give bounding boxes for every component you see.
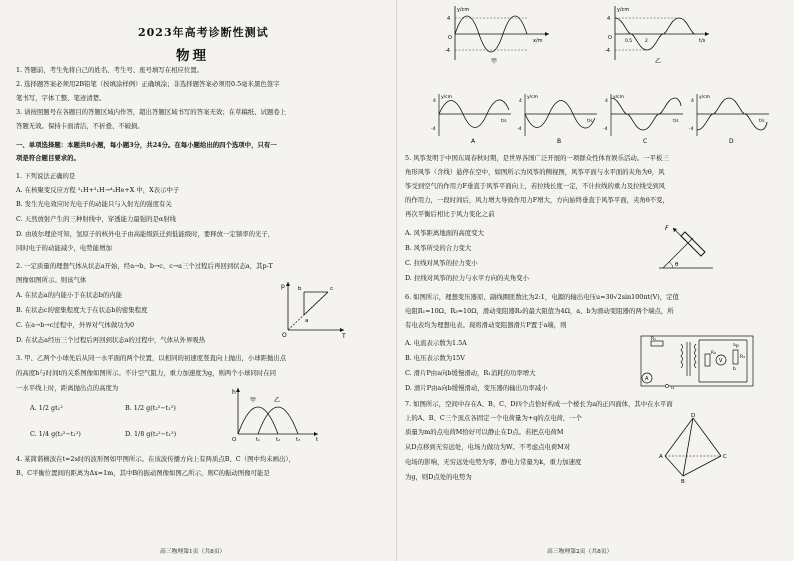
option-a: A. 1/2 gt₁² bbox=[30, 404, 63, 412]
subject-title: 物理 bbox=[176, 48, 209, 64]
state-c-label: c bbox=[330, 286, 334, 292]
voltmeter-label: V bbox=[719, 358, 723, 364]
amp-label: 4 bbox=[605, 99, 608, 104]
ball-jia-label: 甲 bbox=[250, 397, 257, 404]
end-b-label: b bbox=[733, 367, 736, 372]
y-label: y/cm bbox=[613, 95, 625, 100]
height-time-figure bbox=[232, 386, 322, 442]
vibration-figure-yi bbox=[605, 4, 715, 64]
question-stem-cont: 一水平线上时，距离抛出点的高度为 bbox=[16, 384, 119, 392]
amp-neg-label: -4 bbox=[605, 48, 610, 54]
option-b: B. 风筝所受的合力变大 bbox=[405, 244, 472, 252]
y-label: y/cm bbox=[441, 95, 453, 100]
question-stem-cont: 电场的影响，无穷远处电势为零，静电力常量为k，重力加速度 bbox=[405, 458, 582, 466]
amp-label: 4 bbox=[607, 16, 611, 22]
amp-label: 4 bbox=[447, 16, 451, 22]
option-a: A. 在状态a的内能小于在状态b的内能 bbox=[16, 291, 123, 299]
notice-line: 1. 答题前，考生先将自己的姓名、考生号、座号填写在相应位置。 bbox=[16, 66, 204, 74]
option-a-label: A bbox=[471, 138, 476, 145]
amp-neg-label: -4 bbox=[689, 127, 694, 132]
option-a: A. 电流表示数为1.5A bbox=[405, 339, 467, 347]
option-d: D. 拉线对风筝的拉力与水平方向的夹角变小 bbox=[405, 274, 529, 282]
option-d: D. 1/8 g(t₂²−t₁²) bbox=[125, 430, 177, 438]
question-stem-cont: 再次平衡后相比于风力变化之前 bbox=[405, 210, 495, 218]
vertex-d-label: D bbox=[691, 413, 696, 419]
p-axis-label: p bbox=[281, 283, 285, 290]
origin-label: O bbox=[448, 35, 452, 41]
h-axis-label: h bbox=[232, 389, 236, 396]
page-footer: 高三物理第1页（共8页） bbox=[160, 549, 226, 555]
question-stem: 4. 某简谐横波在t=2s时的波形图如甲图所示。在该波传播方向上有两质点B、C（图中均未画出）， bbox=[16, 455, 296, 463]
origin-label: O bbox=[232, 437, 237, 443]
ball-yi-label: 乙 bbox=[274, 397, 281, 404]
option-b: B. 发生光电效应时光电子的动能只与入射光的强度有关 bbox=[16, 200, 172, 208]
y-label: y/cm bbox=[527, 95, 539, 100]
option-graphs bbox=[431, 92, 771, 144]
state-b-label: b bbox=[298, 286, 302, 292]
option-d-label: D bbox=[729, 138, 734, 145]
option-b: B. 1/2 g(t₂²−t₁²) bbox=[125, 404, 176, 412]
t-label: t/s bbox=[673, 119, 679, 124]
vertex-c-label: C bbox=[723, 454, 727, 460]
end-a-label: a bbox=[733, 343, 736, 348]
section-heading: 项是符合题目要求的。 bbox=[16, 154, 80, 162]
notice-line: 笔书写，字体工整、笔迹清楚。 bbox=[16, 94, 106, 102]
page-footer: 高三物理第2页（共8页） bbox=[547, 549, 613, 555]
option-c: C. 拉线对风筝的拉力变小 bbox=[405, 259, 478, 267]
tetrahedron-figure bbox=[659, 412, 729, 484]
question-stem: 2. 一定质量的理想气体从状态a开始，经a→b、b→c、c→a三个过程后再回到状态a，其p-T bbox=[16, 262, 273, 270]
question-stem-cont: 电阻R₁=10Ω、R₃=10Ω，滑动变阻器R₂的最大阻值为4Ω，a、b为滑动变阻器的两个端点，所 bbox=[405, 307, 674, 315]
option-d: D. 由玻尔理论可知，氢原子的核外电子由高能级跃迁到低能级时，要释放一定频率的光子， bbox=[16, 230, 275, 238]
y-axis-label: y/cm bbox=[617, 7, 630, 13]
pt-graph-figure bbox=[280, 280, 348, 340]
option-c: C. 在a→b→c过程中，外界对气体做功为0 bbox=[16, 321, 135, 329]
question-stem-cont: 质量为m的点电荷M恰好可以静止在D点。若把点电荷M bbox=[405, 428, 564, 436]
notice-line: 3. 请按照题号在各题目的答题区域内作答，超出答题区域书写的答案无效；在草稿纸、试题卷上 bbox=[16, 108, 287, 116]
question-stem: 3. 甲、乙两个小球先后从同一水平面的两个位置，以相同的初速度竖直向上抛出，小球距抛出点 bbox=[16, 354, 287, 362]
right-page bbox=[397, 0, 794, 561]
y-label: y/cm bbox=[699, 95, 711, 100]
question-stem-cont: 的作用力，一段时间后，风力增大导致作用力F增大，方向始终垂直于风筝平面，夹角θ不变， bbox=[405, 196, 669, 204]
t-axis-label: t bbox=[316, 437, 319, 443]
question-stem-cont: 图像如图所示。则该气体 bbox=[16, 276, 87, 284]
option-c: C. 1/4 g(t₂²−t₁²) bbox=[30, 430, 81, 438]
kite-figure bbox=[655, 222, 715, 272]
wave-figure-jia bbox=[445, 4, 555, 64]
amp-neg-label: -4 bbox=[517, 127, 522, 132]
amp-label: 4 bbox=[519, 99, 522, 104]
t-axis-label: t/s bbox=[699, 38, 706, 44]
state-a-label: a bbox=[305, 318, 309, 324]
option-d: D. 滑片P由a向b缓慢滑动，变压器的输出功率减小 bbox=[405, 384, 548, 392]
option-c: C. 滑片P由a向b缓慢滑动，R₁消耗的功率增大 bbox=[405, 369, 536, 377]
amp-neg-label: -4 bbox=[431, 127, 436, 132]
question-stem: 5. 风筝发明于中国东周春秋时期，是世界各国广泛开展的一项群众性体育娱乐活动。一平板三 bbox=[405, 154, 669, 162]
amp-label: 4 bbox=[691, 99, 694, 104]
force-f-label: F bbox=[665, 225, 669, 232]
question-stem: 1. 下列说法正确的是 bbox=[16, 172, 76, 180]
vertex-a-label: A bbox=[659, 454, 663, 460]
t-label: t/s bbox=[587, 119, 593, 124]
slider-p-label: P bbox=[736, 345, 739, 350]
t-label: t/s bbox=[501, 119, 507, 124]
option-a: A. 在核聚变反应方程 ²₁H+³₁H→⁴₂He+X 中，X表示中子 bbox=[16, 186, 180, 194]
t-axis-label: T bbox=[342, 333, 346, 340]
option-d-cont: 同时电子的动能减少，电势能增加 bbox=[16, 244, 112, 252]
y-axis-label: y/cm bbox=[457, 7, 470, 13]
t3-label: t₃ bbox=[296, 437, 300, 443]
x-axis-label: x/m bbox=[533, 38, 543, 44]
question-stem-cont: 筝受到空气的作用力F垂直于风筝平面向上，若拉线长度一定，不计拉线的重力及拉线受到风 bbox=[405, 182, 666, 190]
option-b-label: B bbox=[557, 138, 562, 145]
t2-label: t₂ bbox=[276, 437, 280, 443]
r2-label: R₂ bbox=[711, 351, 716, 356]
question-stem-cont: 上的A、B、C三个顶点各固定一个电荷量为+q的点电荷，一个 bbox=[405, 414, 583, 422]
question-stem-cont: 有电表均为理想电表。现将滑动变阻器滑片P置于a端，则 bbox=[405, 321, 567, 329]
figure-jia-caption: 甲 bbox=[491, 58, 498, 65]
tick-label: 0.5 bbox=[625, 39, 633, 44]
amp-neg-label: -4 bbox=[445, 48, 450, 54]
t1-label: t₁ bbox=[256, 437, 260, 443]
question-stem-cont: 为g，则D点处的电势为 bbox=[405, 473, 472, 481]
amp-neg-label: -4 bbox=[603, 127, 608, 132]
notice-line: 答题无效。保持卡面清洁，不折叠、不破损。 bbox=[16, 122, 144, 130]
option-c: C. 天然放射产生的三种射线中，穿透能力最强的是α射线 bbox=[16, 215, 177, 223]
amp-label: 4 bbox=[433, 99, 436, 104]
exam-title: 2023年高考诊断性测试 bbox=[138, 26, 269, 39]
theta-label: θ bbox=[675, 262, 679, 268]
question-stem-cont: 角形风筝（含线）悬停在空中，如图所示为风筝的侧视图，风筝平面与水平面的夹角为θ，风 bbox=[405, 168, 665, 176]
option-d: D. 在状态a经历三个过程后再回到状态a的过程中，气体从外界吸热 bbox=[16, 336, 206, 344]
origin-label: O bbox=[282, 332, 287, 339]
option-graph-d bbox=[689, 94, 769, 145]
notice-line: 2. 选择题答案必须用2B铅笔（按填涂样例）正确填涂；非选择题答案必须用0.5毫米黑色签字 bbox=[16, 80, 280, 88]
question-stem: 6. 如图所示，理想变压器原、副线圈匝数比为2:1，电源的输出电压u=30√2sin100πt(V)，定值 bbox=[405, 293, 679, 301]
r3-label: R₃ bbox=[740, 355, 745, 360]
source-u-label: u bbox=[671, 386, 674, 391]
question-stem-cont: 从D点移到无穷远处，电场力做功为W。不考虑点电荷M对 bbox=[405, 443, 571, 451]
r1-label: R₁ bbox=[651, 337, 656, 342]
option-b: B. 电压表示数为15V bbox=[405, 354, 465, 362]
question-stem-cont: B、C平衡位置间的距离为Δx=1m，其中B的振动图像如图乙所示，则C的振动图像可能是 bbox=[16, 469, 270, 477]
question-stem: 7. 如图所示，空间中存在A、B、C、D四个点恰好构成一个棱长为a的正四面体，其中在水平面 bbox=[405, 400, 673, 408]
question-stem-cont: 的高度h与时间t的关系图像如图所示。不计空气阻力，重力加速度为g，则两个小球同时在同 bbox=[16, 369, 277, 377]
origin-label: O bbox=[608, 35, 612, 41]
figure-yi-caption: 乙 bbox=[655, 58, 662, 65]
t-label: t/s bbox=[759, 119, 765, 124]
vertex-b-label: B bbox=[681, 479, 685, 485]
ammeter-label: A bbox=[645, 376, 649, 382]
option-c-label: C bbox=[643, 138, 648, 145]
option-graph-c bbox=[603, 94, 683, 145]
transformer-circuit-figure bbox=[637, 332, 757, 390]
option-b: B. 在状态c的密集程度大于在状态b的密集程度 bbox=[16, 306, 148, 314]
section-heading: 一、单项选择题：本题共8小题，每小题3分，共24分。在每小题给出的四个选项中，只有一 bbox=[16, 141, 277, 149]
option-graph-b bbox=[517, 94, 597, 145]
tick-label: 2 bbox=[645, 39, 648, 44]
option-a: A. 风筝距离地面的高度变大 bbox=[405, 229, 484, 237]
option-graph-a bbox=[431, 94, 511, 145]
